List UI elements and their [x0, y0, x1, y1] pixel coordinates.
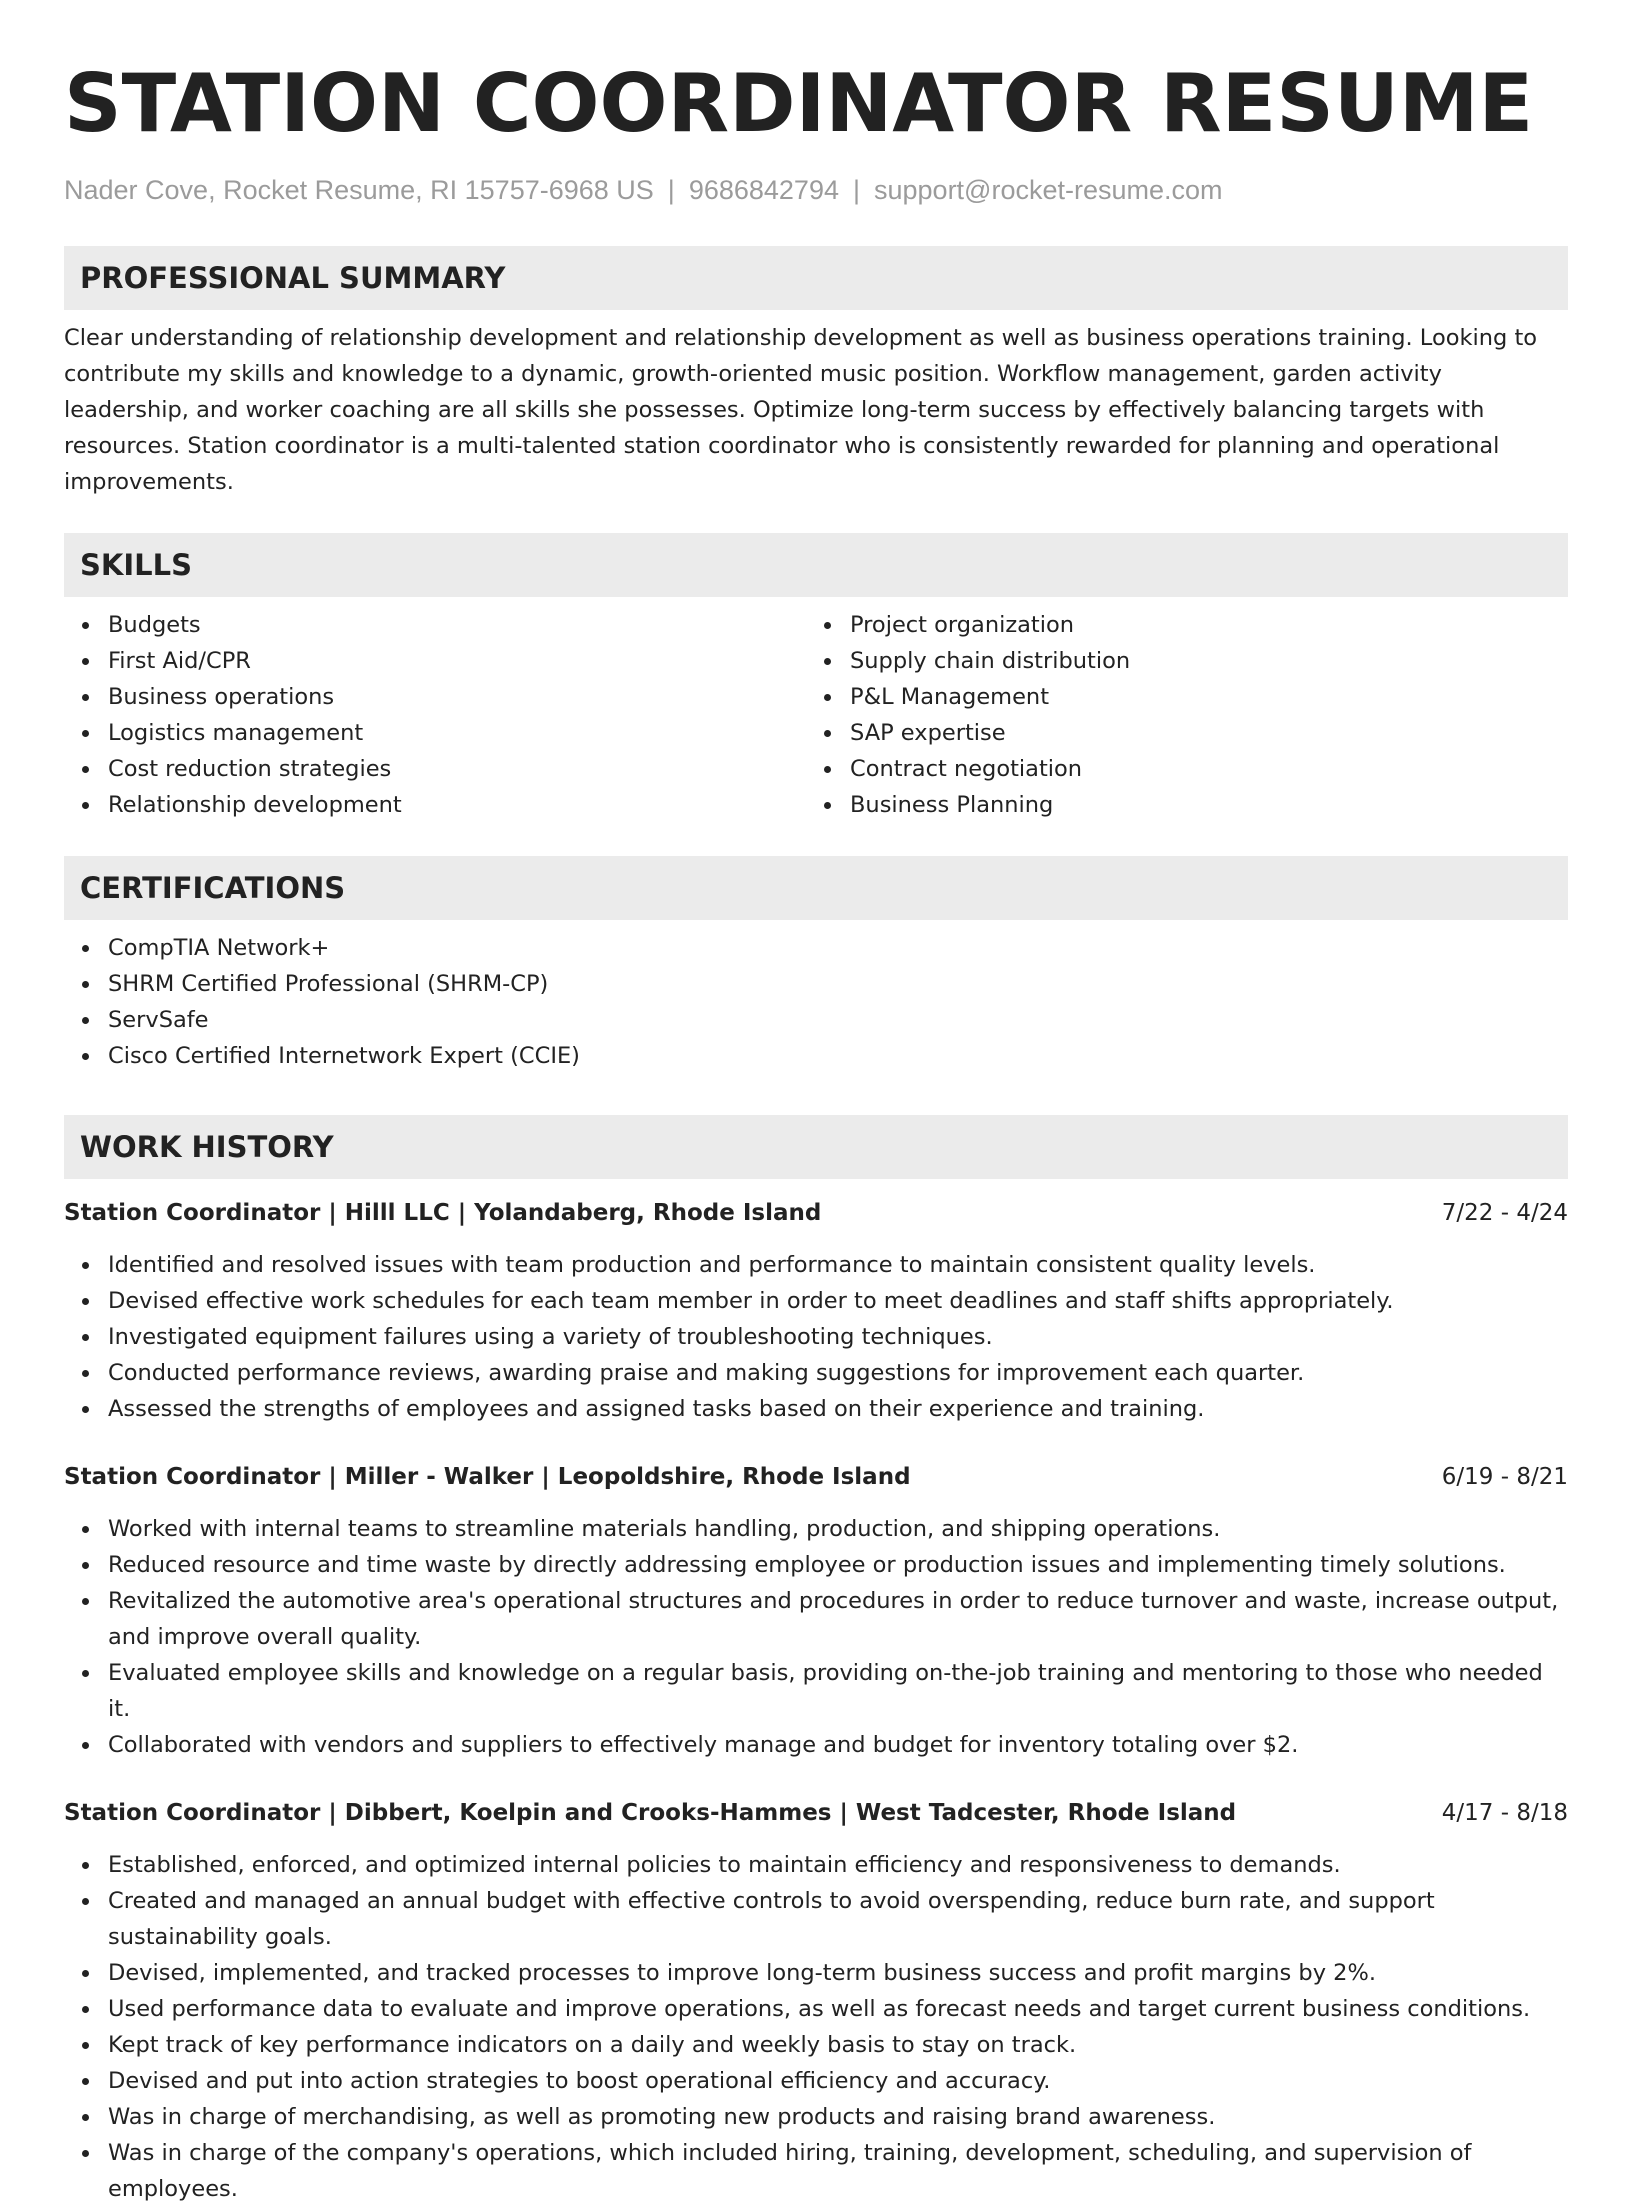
job-dates: 6/19 - 8/21	[1441, 1464, 1568, 1490]
job-bullet: Revitalized the automotive area's operational structures and procedures in order to reduce turnover and waste, increase output, and improve overall quality.	[64, 1583, 1568, 1655]
skills-list	[64, 607, 1568, 823]
job-bullet: Devised, implemented, and tracked processes to improve long-term business success and profit margins by 2%.	[64, 1955, 1568, 1991]
job-dates: 7/22 - 4/24	[1441, 1200, 1568, 1226]
job-bullet: Worked with internal teams to streamline materials handling, production, and shipping operations.	[64, 1511, 1568, 1547]
contact-phone: 9686842794	[688, 175, 839, 205]
work-history-section-header	[64, 1115, 1568, 1179]
job-bullet: Was in charge of merchandising, as well as promoting new products and raising brand awareness.	[64, 2099, 1568, 2135]
certifications-list	[64, 930, 1568, 1074]
certification-item: ServSafe	[64, 1002, 1568, 1038]
job-entry	[64, 1195, 1568, 1427]
certification-item: Cisco Certified Internetwork Expert (CCIE)	[64, 1038, 1568, 1074]
job-bullet: Collaborated with vendors and suppliers to effectively manage and budget for inventory totaling over $2.	[64, 1727, 1568, 1763]
job-bullets	[64, 1511, 1568, 1763]
skill-item: Budgets	[64, 607, 806, 643]
resume-title: STATION COORDINATOR RESUME	[64, 57, 1534, 150]
job-bullet: Identified and resolved issues with team production and performance to maintain consistent quality levels.	[64, 1247, 1568, 1283]
job-entry	[64, 1459, 1568, 1763]
job-title: Station Coordinator | Dibbert, Koelpin and Crooks-Hammes | West Tadcester, Rhode Island	[64, 1800, 1237, 1826]
summary-section-header	[64, 246, 1568, 310]
skill-item: Contract negotiation	[806, 751, 1548, 787]
job-header	[64, 1795, 1568, 1831]
skill-item: Business Planning	[806, 787, 1548, 823]
skill-item: Cost reduction strategies	[64, 751, 806, 787]
job-bullets	[64, 1847, 1568, 2207]
certifications-section-header	[64, 856, 1568, 920]
skill-item: Logistics management	[64, 715, 806, 751]
job-bullet: Was in charge of the company's operations, which included hiring, training, development, scheduling, and supervision of employees.	[64, 2135, 1568, 2207]
job-bullet: Assessed the strengths of employees and assigned tasks based on their experience and training.	[64, 1391, 1568, 1427]
job-dates: 4/17 - 8/18	[1441, 1800, 1568, 1826]
job-bullet: Used performance data to evaluate and improve operations, as well as forecast needs and target current business conditions.	[64, 1991, 1568, 2027]
certifications-heading: CERTIFICATIONS	[80, 871, 346, 905]
job-entry	[64, 1795, 1568, 2207]
job-bullet: Investigated equipment failures using a variety of troubleshooting techniques.	[64, 1319, 1568, 1355]
summary-text: Clear understanding of relationship development and relationship development as well as business operations training. Looking to contribute my skills and knowledge to a dynamic, growth-oriented music position. Workflow management, garden activity leadership, and worker coaching are all skills she possesses. Optimize long-term success by effectively balancing targets with resources. Station coordinator is a multi-talented station coordinator who is consistently rewarded for planning and operational improvements.	[64, 325, 1538, 495]
skill-item: Business operations	[64, 679, 806, 715]
job-bullets	[64, 1247, 1568, 1427]
skills-column-left	[64, 607, 806, 823]
certification-item: SHRM Certified Professional (SHRM-CP)	[64, 966, 1568, 1002]
skill-item: Relationship development	[64, 787, 806, 823]
job-bullet: Devised and put into action strategies to boost operational efficiency and accuracy.	[64, 2063, 1568, 2099]
contact-separator: |	[852, 175, 860, 205]
contact-address: Nader Cove, Rocket Resume, RI 15757-6968 US	[64, 175, 654, 205]
job-bullet: Evaluated employee skills and knowledge on a regular basis, providing on-the-job training and mentoring to those who needed it.	[64, 1655, 1568, 1727]
job-bullet: Conducted performance reviews, awarding praise and making suggestions for improvement each quarter.	[64, 1355, 1568, 1391]
skill-item: P&L Management	[806, 679, 1548, 715]
work-history-heading: WORK HISTORY	[80, 1130, 334, 1164]
skill-item: Project organization	[806, 607, 1548, 643]
skill-item: First Aid/CPR	[64, 643, 806, 679]
contact-email: support@rocket-resume.com	[874, 175, 1223, 205]
job-bullet: Kept track of key performance indicators on a daily and weekly basis to stay on track.	[64, 2027, 1568, 2063]
certification-item: CompTIA Network+	[64, 930, 1568, 966]
job-header	[64, 1459, 1568, 1495]
contact-separator: |	[667, 175, 675, 205]
skills-column-right	[806, 607, 1548, 823]
job-bullet: Reduced resource and time waste by directly addressing employee or production issues and implementing timely solutions.	[64, 1547, 1568, 1583]
summary-heading: PROFESSIONAL SUMMARY	[80, 261, 506, 295]
skill-item: SAP expertise	[806, 715, 1548, 751]
job-bullet: Devised effective work schedules for each team member in order to meet deadlines and staff shifts appropriately.	[64, 1283, 1568, 1319]
skills-section-header	[64, 533, 1568, 597]
skills-heading: SKILLS	[80, 548, 192, 582]
contact-line	[64, 172, 1568, 208]
skill-item: Supply chain distribution	[806, 643, 1548, 679]
job-bullet: Created and managed an annual budget with effective controls to avoid overspending, reduce burn rate, and support sustainability goals.	[64, 1883, 1568, 1955]
job-title: Station Coordinator | Miller - Walker | Leopoldshire, Rhode Island	[64, 1464, 911, 1490]
job-bullet: Established, enforced, and optimized internal policies to maintain efficiency and responsiveness to demands.	[64, 1847, 1568, 1883]
job-header	[64, 1195, 1568, 1231]
job-title: Station Coordinator | Hilll LLC | Yolandaberg, Rhode Island	[64, 1200, 822, 1226]
